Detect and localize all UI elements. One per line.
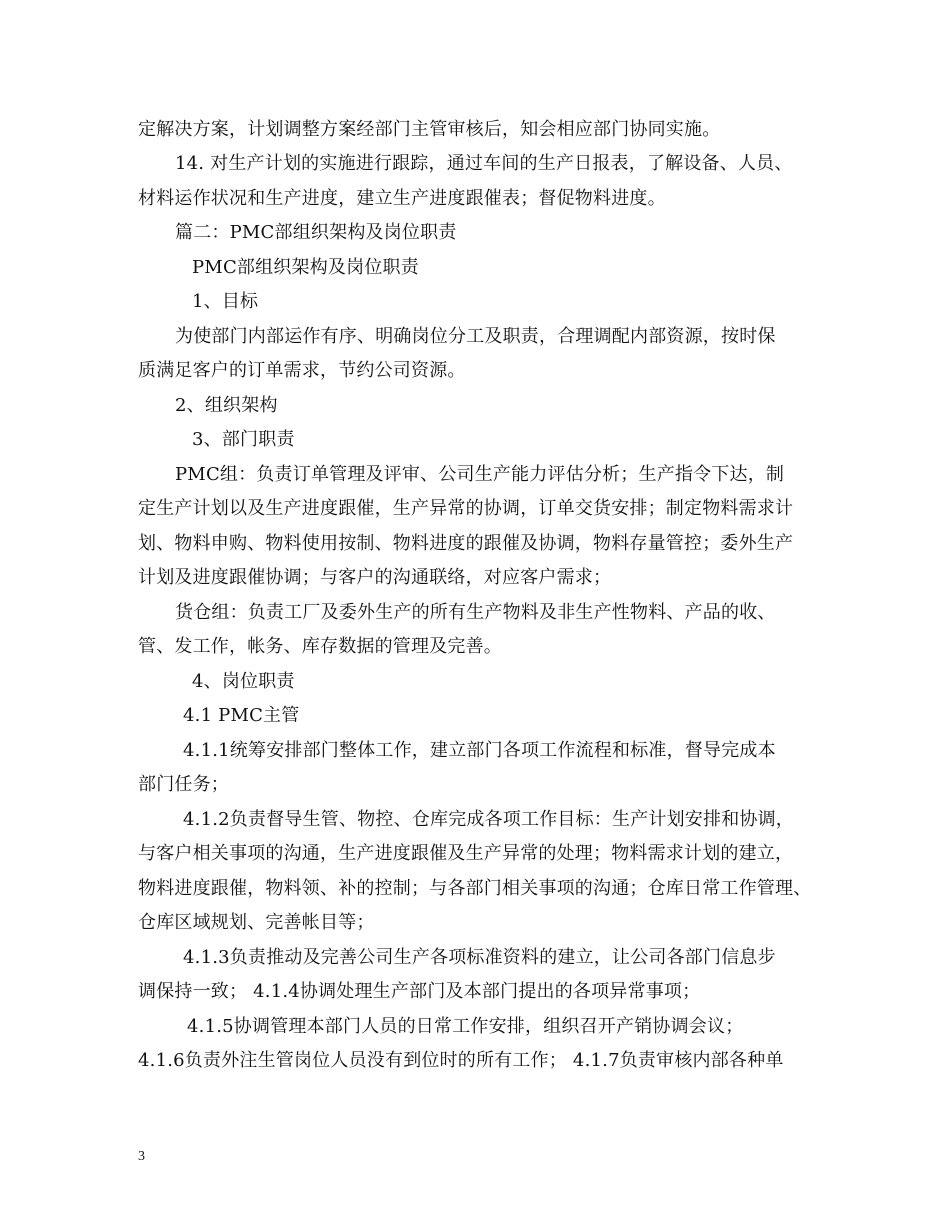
text-line: 计划及进度跟催协调；与客户的沟通联络，对应客户需求； xyxy=(138,567,612,588)
subheading: 4、岗位职责 xyxy=(192,671,295,692)
page-number: 3 xyxy=(138,1149,145,1164)
text-line: 与客户相关事项的沟通，生产进度跟催及生产异常的处理；物料需求计划的建立， xyxy=(138,843,794,864)
subheading: 3、部门职责 xyxy=(192,429,295,450)
text-line: PMC组：负责订单管理及评审、公司生产能力评估分析；生产指令下达，制 xyxy=(175,464,785,485)
text-line: 4.1.2负责督导生管、物控、仓库完成各项工作目标：生产计划安排和协调， xyxy=(183,809,794,830)
text-line: 4.1.5协调管理本部门人员的日常工作安排，组织召开产销协调会议； xyxy=(187,1016,744,1037)
document-title: PMC部组织架构及岗位职责 xyxy=(192,257,419,278)
text-line: 调保持一致； 4.1.4协调处理生产部门及本部门提出的各项异常事项； xyxy=(138,981,701,1002)
text-line: 定解决方案，计划调整方案经部门主管审核后，知会相应部门协同实施。 xyxy=(138,119,721,140)
text-line: 4.1.3负责推动及完善公司生产各项标准资料的建立，让公司各部门信息步 xyxy=(183,947,776,968)
text-line: 质满足客户的订单需求，节约公司资源。 xyxy=(138,360,466,381)
text-line: 为使部门内部运作有序、明确岗位分工及职责，合理调配内部资源，按时保 xyxy=(175,326,776,347)
subheading: 1、目标 xyxy=(192,291,259,312)
text-line: 4.1.1统筹安排部门整体工作，建立部门各项工作流程和标准，督导完成本 xyxy=(183,740,776,761)
text-line: 部门任务； xyxy=(138,774,229,795)
text-line: 14. 对生产计划的实施进行跟踪，通过车间的生产日报表，了解设备、人员、 xyxy=(175,153,793,174)
text-line: 材料运作状况和生产进度，建立生产进度跟催表；督促物料进度。 xyxy=(138,188,666,209)
subheading: 4.1 PMC主管 xyxy=(183,705,300,726)
text-line: 4.1.6负责外注生管岗位人员没有到位时的所有工作； 4.1.7负责审核内部各种单 xyxy=(138,1050,784,1071)
text-line: 仓库区域规划、完善帐目等； xyxy=(138,912,375,933)
text-line: 划、物料申购、物料使用按制、物料进度的跟催及协调，物料存量管控；委外生产 xyxy=(138,533,794,554)
text-line: 物料进度跟催，物料领、补的控制；与各部门相关事项的沟通；仓库日常工作管理、 xyxy=(138,878,812,899)
section-heading: 篇二：PMC部组织架构及岗位职责 xyxy=(175,222,457,243)
text-line: 货仓组：负责工厂及委外生产的所有生产物料及非生产性物料、产品的收、 xyxy=(175,602,776,623)
text-line: 管、发工作，帐务、库存数据的管理及完善。 xyxy=(138,636,502,657)
text-line: 定生产计划以及生产进度跟催，生产异常的协调，订单交货安排；制定物料需求计 xyxy=(138,498,794,519)
subheading: 2、组织架构 xyxy=(175,395,278,416)
